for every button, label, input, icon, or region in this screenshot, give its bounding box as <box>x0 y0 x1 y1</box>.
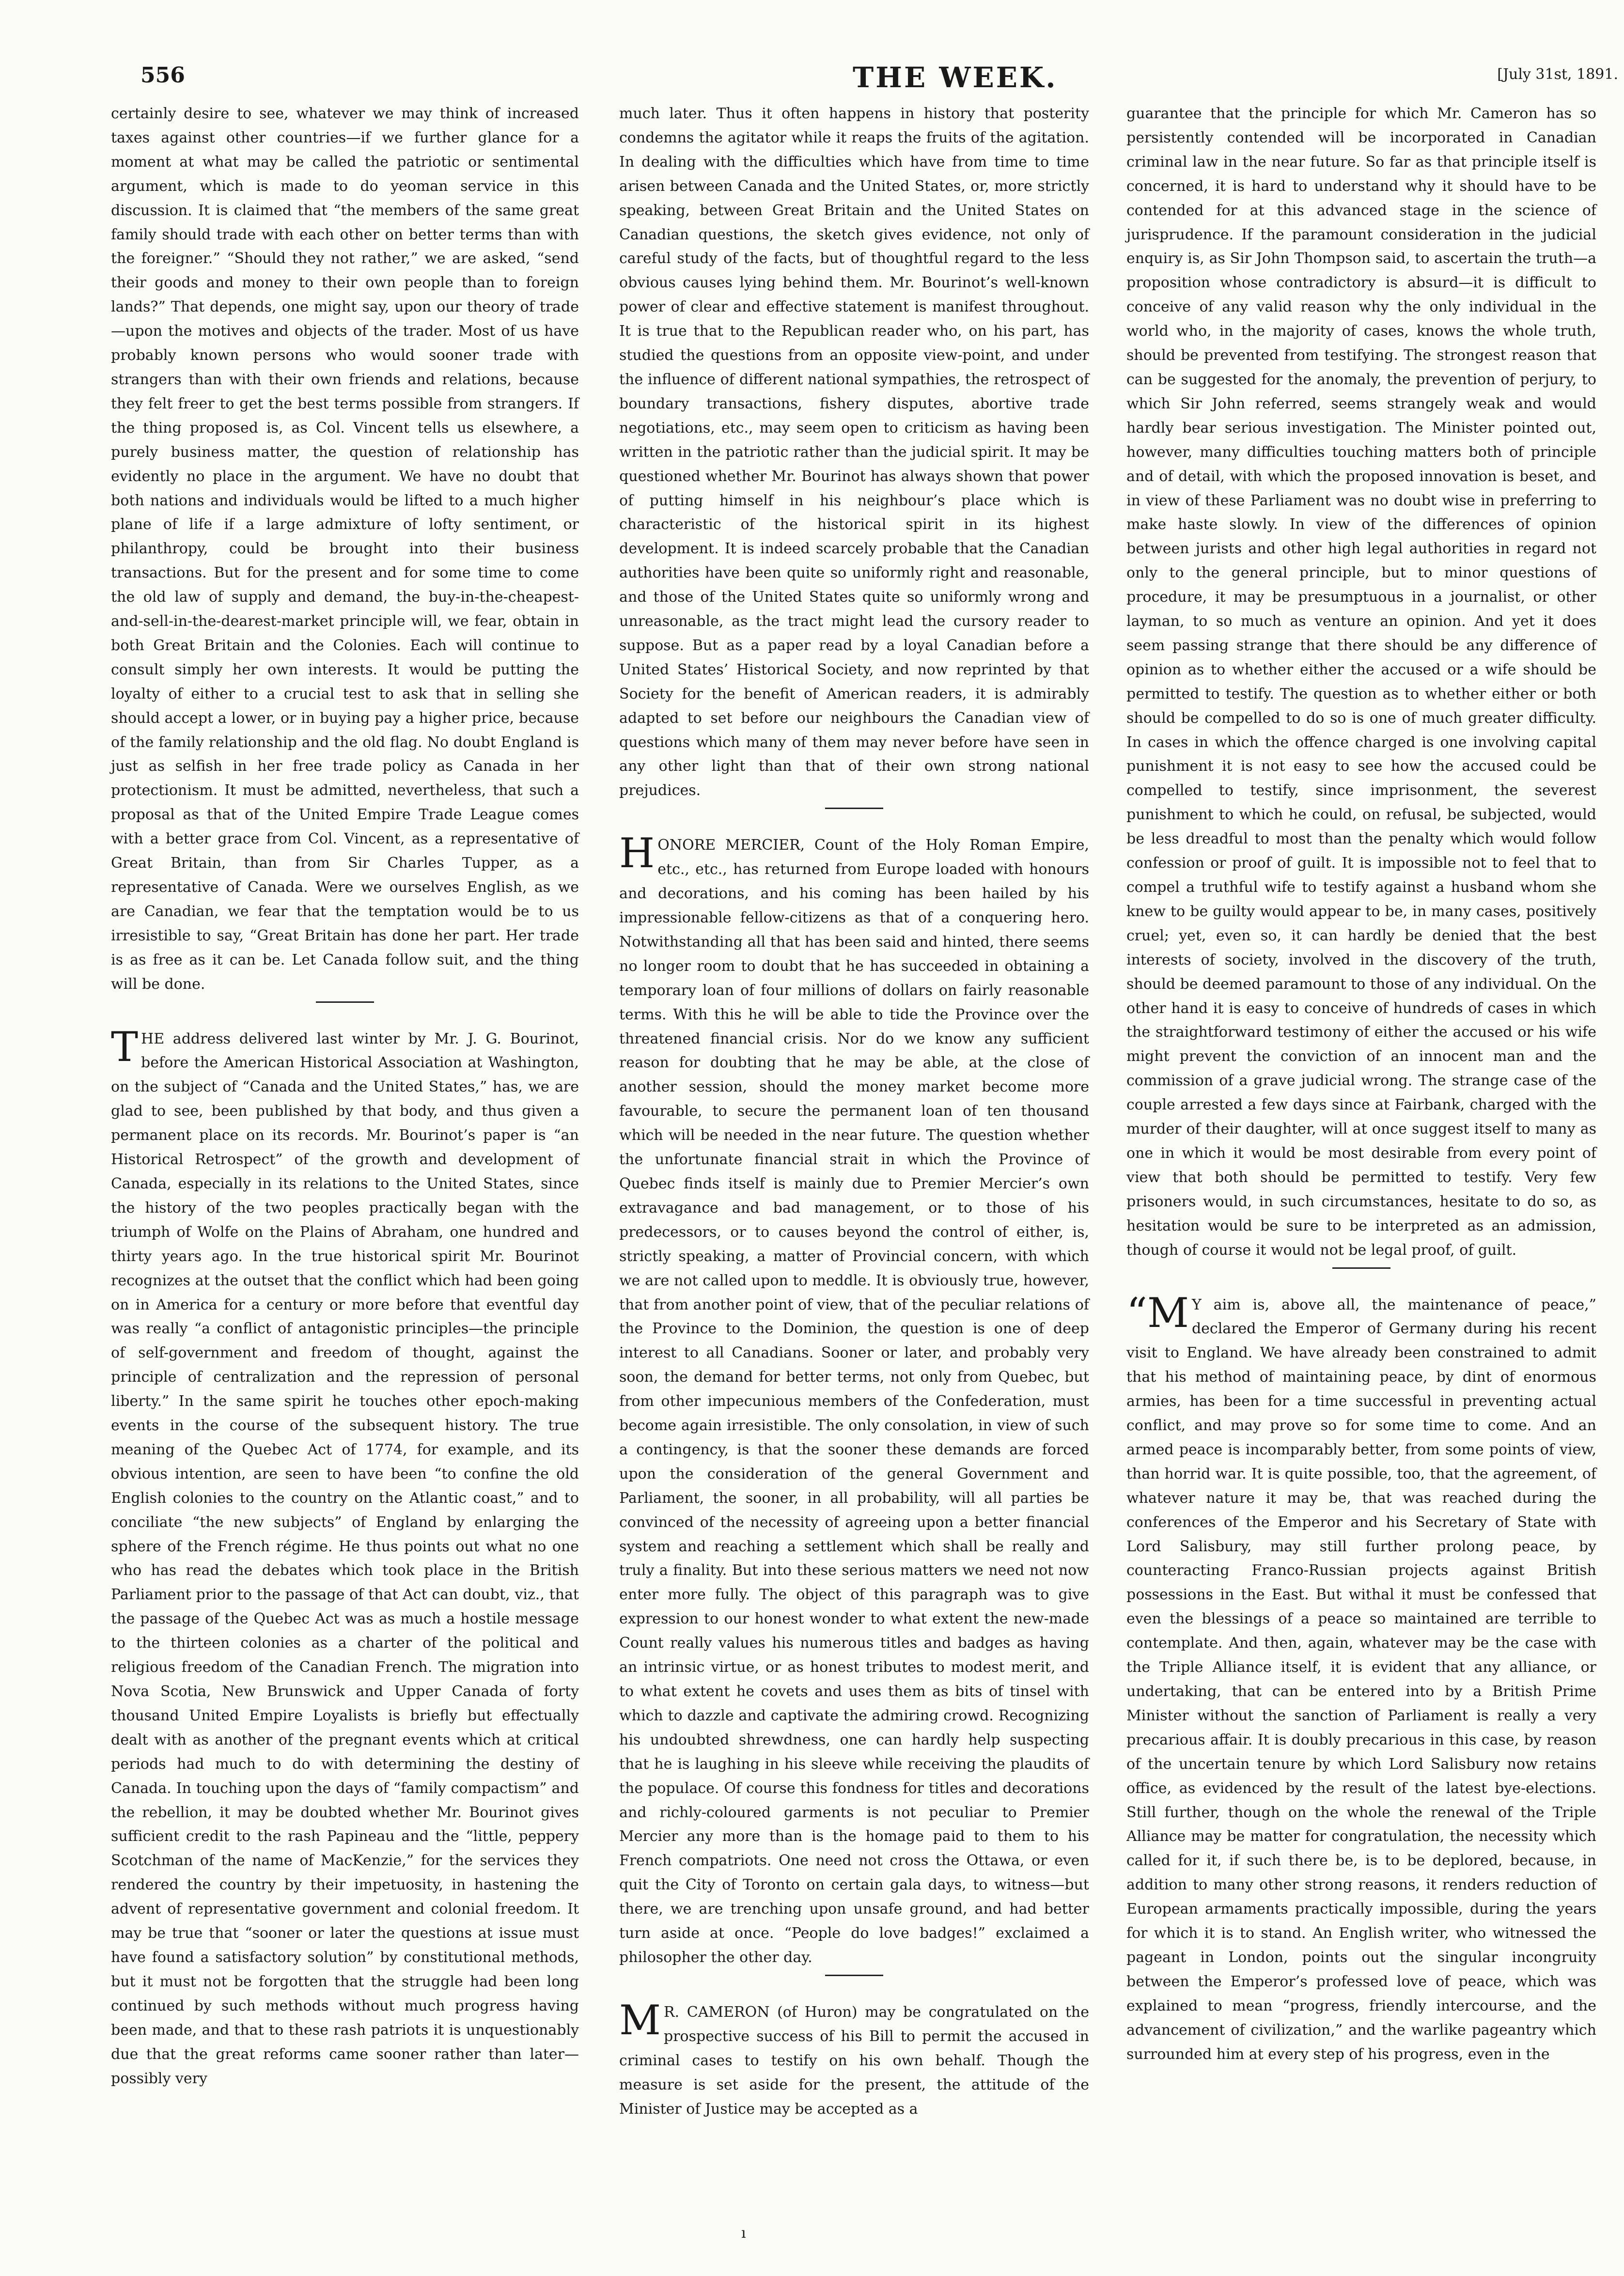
article-text: Y aim is, above all, the maintenance of peace,” declared the Emperor of Germany during his recent visit to England. We have already been constrained to admit that his method of maintaining peace, by dint of enormous armies, has been for a time successful in preventing actual conflict, and may prove so for some time to come. And an armed peace is incomparably better, from some points of view, than horrid war. It is quite possible, too, that the agreement, of whatever nature it may be, that was reached during the conferences of the Emperor and his Secretary of State with Lord Salisbury, may still further prolong peace, by counteracting Franco-Russian projects against British possessions in the East. But withal it must be confessed that even the blessings of a peace so maintained are terrible to contemplate. And then, again, whatever may be the case with the Triple Alliance itself, it is evident that any alliance, or undertaking, that can be entered into by a British Prime Minister without the sanction of Parliament is really a very precarious affair. It is doubly precarious in this case, by reason of the uncertain tenure by which Lord Salisbury now retains office, as evidenced by the result of the latest bye-elections. Still further, though on the whole the renewal of the Triple Alliance may be matter for congratulation, the necessity which called for it, if such there be, is to be deplored, because, in addition to many other strong reasons, it renders reduction of European armaments practically impossible, during the years for which it is to stand. An English writer, who witnessed the pageant in London, points out the singular incongruity between the Emperor’s professed love of peace, which was explained to mean “progress, friendly intercourse, and the advancement of civilization,” and the warlike pageantry which surrounded him at every step of his progress, even in the <box>1126 1296 1596 2063</box>
column-2 <box>619 102 1089 2121</box>
drop-cap: “M <box>1126 1289 1189 1337</box>
page-header <box>97 63 1618 102</box>
footer-mark: ı <box>741 2225 746 2242</box>
article-text: HE address delivered last winter by Mr. J. G. Bourinot, before the American Historical Association at Washington, on the subject of “Canada and the United States,” has, we are glad to see, been published by that body, and thus given a permanent place on its records. Mr. Bourinot’s paper is “an Historical Retrospect” of the growth and development of Canada, especially in its relations to the United States, since the history of the two peoples practically began with the triumph of Wolfe on the Plains of Abraham, one hundred and thirty years ago. In the true historical spirit Mr. Bourinot recognizes at the outset that the conflict which had been going on in America for a century or more before that eventful day was really “a conflict of antagonistic principles—the principle of self-government and freedom of thought, against the principle of centralization and the repression of personal liberty.” In the same spirit he touches other epoch-making events in the course of the subsequent history. The true meaning of the Quebec Act of 1774, for example, and its obvious intention, are seen to have been “to confine the old English colonies to the country on the Atlantic coast,” and to conciliate “the new subjects” of England by enlarging the sphere of the French régime. He thus points out what no one who has read the debates which took place in the British Parliament prior to the passage of that Act can doubt, viz., that the passage of the Quebec Act was as much a hostile message to the thirteen colonies as a charter of the political and religious freedom of the Canadian French. The migration into Nova Scotia, New Brunswick and Upper Canada of forty thousand United Empire Loyalists is briefly but effectually dealt with as another of the pregnant events which at critical periods had much to do with determining the destiny of Canada. In touching upon the days of “family compactism” and the rebellion, it may be doubted whether Mr. Bourinot gives sufficient credit to the rash Papineau and the “little, peppery Scotchman of the name of MacKenzie,” for the services they rendered the country by their impetuosity, in hastening the advent of representative government and colonial freedom. It may be true that “sooner or later the questions at issue must have found a satisfactory solution” by constitutional methods, but it must not be forgotten that the struggle had been long continued by such methods without much progress having been made, and that to these rash patriots it is unquestionably due that the great reforms came sooner rather than later—possibly very <box>111 1030 579 2087</box>
article-emperor-paragraph <box>1126 1289 1596 2067</box>
article-bourinot-paragraph <box>111 1023 579 2091</box>
article-bourinot-continued: much later. Thus it often happens in history that posterity condemns the agitator while it reaps the fruits of the agitation. In dealing with the difficulties which have from time to time arisen between Canada and the United States, or, more strictly speaking, between Great Britain and the United States on Canadian questions, the sketch gives evidence, not only of careful study of the facts, but of thoughtful regard to the less obvious causes lying behind them. Mr. Bourinot’s well-known power of clear and effective statement is manifest throughout. It is true that to the Republican reader who, on his part, has studied the questions from an opposite view-point, and under the influence of different national sympathies, the retrospect of boundary transactions, fishery disputes, abortive trade negotiations, etc., may seem open to criticism as having been written in the patriotic rather than the judicial spirit. It may be questioned whether Mr. Bourinot has always shown that power of putting himself in his neighbour’s place which is characteristic of the historical spirit in its highest development. It is indeed scarcely probable that the Canadian authorities have been quite so uniformly right and reasonable, and those of the United States quite so uniformly wrong and unreasonable, as the tract might lead the cursory reader to suppose. But as a paper read by a loyal Canadian before a United States’ Historical Society, and now reprinted by that Society for the benefit of American readers, it is admirably adapted to set before our neighbours the Canadian view of questions which many of them may never before have seen in any other light than that of their own strong national prejudices. <box>619 105 1089 799</box>
section-divider <box>825 808 883 809</box>
publication-title: THE WEEK. <box>853 61 1058 94</box>
page-number: 556 <box>141 63 185 88</box>
drop-cap: T <box>111 1023 139 1071</box>
issue-date: [July 31st, 1891. <box>1497 66 1618 83</box>
article-mercier-paragraph <box>619 829 1089 1970</box>
section-divider <box>825 1975 883 1976</box>
column-3 <box>1126 102 1596 2067</box>
article-text: ONORE MERCIER, Count of the Holy Roman Empire, etc., etc., has returned from Europe loaded with honours and decorations, and his coming has been hailed by his impressionable fellow-citizens as that of a conquering hero. Notwithstanding all that has been said and hinted, there seems no longer room to doubt that he has succeeded in obtaining a temporary loan of four millions of dollars on fairly reasonable terms. With this he will be able to tide the Province over the threatened financial crisis. Nor do we know any sufficient reason for doubting that he may be able, at the close of another session, should the money market become more favourable, to secure the permanent loan of ten thousand which will be needed in the near future. The question whether the unfortunate financial strait in which the Province of Quebec finds itself is mainly due to Premier Mercier’s own extravagance and bad management, or to those of his predecessors, or to causes beyond the control of either, is, strictly speaking, a matter of Provincial concern, with which we are not called upon to meddle. It is obviously true, however, that from another point of view, that of the peculiar relations of the Province to the Dominion, the question is one of deep interest to all Canadians. Sooner or later, and probably very soon, the demand for better terms, not only from Quebec, but from other impecunious members of the Confederation, must become again irresistible. The only consolation, in view of such a contingency, is that the sooner these demands are forced upon the consideration of the general Government and Parliament, the sooner, in all probability, will all parties be convinced of the necessity of agreeing upon a better financial system and reaching a settlement which shall be really and truly a finality. But into these serious matters we need not now enter more fully. The object of this paragraph was to give expression to our honest wonder to what extent the new-made Count really values his numerous titles and badges as having an intrinsic virtue, or as honest tributes to modest merit, and to what extent he covets and uses them as bits of tinsel with which to dazzle and captivate the admiring crowd. Recognizing his undoubted shrewdness, one can hardly help suspecting that he is laughing in his sleeve while receiving the plaudits of the populace. Of course this fondness for titles and decorations and richly-coloured garments is not peculiar to Premier Mercier any more than is the homage paid to them to his French compatriots. One need not cross the Ottawa, or even quit the City of Toronto on certain gala days, to witness—but there, we are trenching upon unsafe ground, and had better turn aside at once. “People do love badges!” exclaimed a philosopher the other day. <box>619 837 1089 1966</box>
column-1 <box>111 102 579 2090</box>
article-text: R. CAMERON (of Huron) may be congratulated on the prospective success of his Bill to permit the accused in criminal cases to testify on his own behalf. Though the measure is set aside for the present, the attitude of the Minister of Justice may be accepted as a <box>619 2003 1089 2118</box>
section-divider <box>1332 1267 1390 1269</box>
drop-cap: H <box>619 829 655 877</box>
article-cameron-paragraph <box>619 1996 1089 2121</box>
article-trade-paragraph: certainly desire to see, whatever we may think of increased taxes against other countries—if we further glance for a moment at what may be called the patriotic or sentimental argument, which is made to do yeoman service in this discussion. It is claimed that “the members of the same great family should trade with each other on better terms than with the foreigner.” “Should they not rather,” we are asked, “send their goods and money to their own people than to foreign lands?” That depends, one might say, upon our theory of trade—upon the motives and objects of the trader. Most of us have probably known persons who would sooner trade with strangers than with their own friends and relations, because they felt freer to get the best terms possible from strangers. If the thing proposed is, as Col. Vincent tells us elsewhere, a purely business matter, the question of relationship has evidently no place in the argument. We have no doubt that both nations and individuals would be lifted to a much higher plane of life if a large admixture of lofty sentiment, or philanthropy, could be brought into their business transactions. But for the present and for some time to come the old law of supply and demand, the buy-in-the-cheapest-and-sell-in-the-dearest-market principle will, we fear, obtain in both Great Britain and the Colonies. Each will continue to consult simply her own interests. It would be putting the loyalty of either to a crucial test to ask that in selling she should accept a lower, or in buying pay a higher price, because of the family relationship and the old flag. No doubt England is just as selfish in her free trade policy as Canada in her protectionism. It must be admitted, nevertheless, that such a proposal as that of the United Empire Trade League comes with a better grace from Col. Vincent, as a representative of Great Britain, than from Sir Charles Tupper, as a representative of Canada. Were we ourselves English, as we are Canadian, we fear that the temptation would be to us irresistible to say, “Great Britain has done her part. Her trade is as free as it can be. Let Canada follow suit, and the thing will be done. <box>111 105 579 993</box>
article-cameron-continued: guarantee that the principle for which Mr. Cameron has so persistently contended will be incorporated in Canadian criminal law in the near future. So far as that principle itself is concerned, it is hard to understand why it should have to be contended for at this advanced stage in the science of jurisprudence. If the paramount consideration in the judicial enquiry is, as Sir John Thompson said, to ascertain the truth—a proposition whose contradictory is absurd—it is difficult to conceive of any valid reason why the only individual in the world who, in the majority of cases, knows the whole truth, should be prevented from testifying. The strongest reason that can be suggested for the anomaly, the prevention of perjury, to which Sir John referred, seems strangely weak and would hardly bear serious investigation. The Minister pointed out, however, many difficulties touching matters both of principle and of detail, with which the proposed innovation is beset, and in view of these Parliament was no doubt wise in preferring to make haste slowly. In view of the differences of opinion between jurists and other high legal authorities in regard not only to the general principle, but to minor questions of procedure, it may be presumptuous in a journalist, or other layman, to so much as venture an opinion. And yet it does seem passing strange that there should be any difference of opinion as to whether either the accused or a wife should be permitted to testify. The question as to whether either or both should be compelled to do so is one of much greater difficulty. In cases in which the offence charged is one involving capital punishment it is not easy to see how the accused could be compelled to testify, since imprisonment, the severest punishment to which he could, on refusal, be subjected, would be less dreadful to most than the penalty which would follow confession or proof of guilt. It is impossible not to feel that to compel a truthful wife to testify against a husband whom she knew to be guilty would appear to be, in many cases, positively cruel; yet, even so, it can hardly be denied that the best interests of society, involved in the discovery of the truth, should be deemed paramount to those of any individual. On the other hand it is easy to conceive of hundreds of cases in which the straightforward testimony of either the accused or his wife might prevent the conviction of an innocent man and the commission of a grave judicial wrong. The strange case of the couple arrested a few days since at Fairbank, charged with the murder of their daughter, will at once suggest itself to many as one in which it would be most desirable from every point of view that both should be permitted to testify. Very few prisoners would, in such circumstances, hesitate to do so, as hesitation would be sure to be interpreted as an admission, though of course it would not be legal proof, of guilt. <box>1126 105 1596 1259</box>
drop-cap: M <box>619 1996 661 2044</box>
section-divider <box>316 1001 374 1003</box>
